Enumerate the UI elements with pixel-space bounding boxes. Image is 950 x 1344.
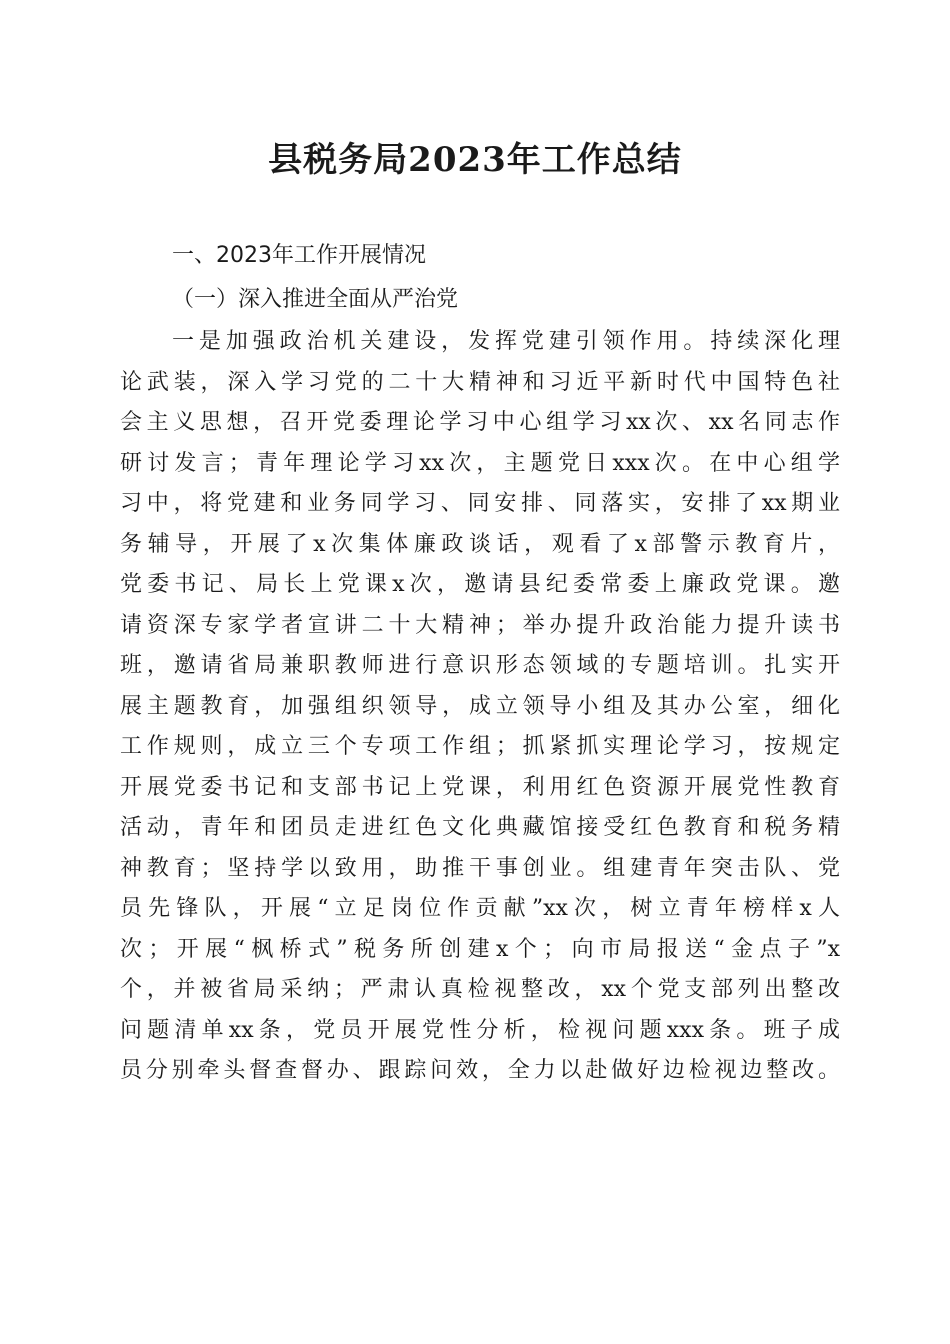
paragraph-line: 次；开展“枫桥式”税务所创建x个；向市局报送“金点子”x [120,936,840,962]
paragraph-line: 务辅导，开展了x次集体廉政谈话，观看了x部警示教育片， [120,531,840,557]
paragraph-line: 员先锋队，开展“立足岗位作贡献”xx次，树立青年榜样x人 [120,896,840,921]
paragraph-line: 个，并被省局采纳；严肃认真检视整改，xx个党支部列出整改 [120,977,840,1002]
paragraph-line: 展主题教育，加强组织领导，成立领导小组及其办公室，细化 [120,693,840,719]
paragraph-line: 工作规则，成立三个专项工作组；抓紧抓实理论学习，按规定 [120,734,840,759]
paragraph-line: 问题清单xx条，党员开展党性分析，检视问题xxx条。班子成 [120,1017,840,1043]
paragraph-line: 班，邀请省局兼职教师进行意识形态领域的专题培训。扎实开 [120,653,840,678]
paragraph-line: 论武装，深入学习党的二十大精神和习近平新时代中国特色社 [120,369,840,395]
subsection-heading: （一）深入推进全面从严治党 [172,287,459,312]
paragraph-line: 一是加强政治机关建设，发挥党建引领作用。持续深化理 [172,329,840,354]
paragraph-line: 员分别牵头督查督办、跟踪问效，全力以赴做好边检视边整改。 [120,1058,840,1083]
body-paragraph [120,322,840,1092]
paragraph-line: 请资深专家学者宣讲二十大精神；举办提升政治能力提升读书 [120,612,840,638]
paragraph-line: 习中，将党建和业务同学习、同安排、同落实，安排了xx期业 [120,491,840,516]
paragraph-line: 研讨发言；青年理论学习xx次，主题党日xxx次。在中心组学 [120,450,840,476]
paragraph-line: 神教育；坚持学以致用，助推干事创业。组建青年突击队、党 [120,855,840,881]
paragraph-line: 活动，青年和团员走进红色文化典藏馆接受红色教育和税务精 [120,815,840,840]
paragraph-line: 党委书记、局长上党课x次，邀请县纪委常委上廉政党课。邀 [120,572,840,597]
paragraph-line: 开展党委书记和支部书记上党课，利用红色资源开展党性教育 [120,774,840,800]
paragraph-line: 会主义思想，召开党委理论学习中心组学习xx次、xx名同志作 [120,410,840,435]
document-title: 县税务局2023年工作总结 [268,140,682,180]
section-heading: 一、2023年工作开展情况 [172,243,426,268]
